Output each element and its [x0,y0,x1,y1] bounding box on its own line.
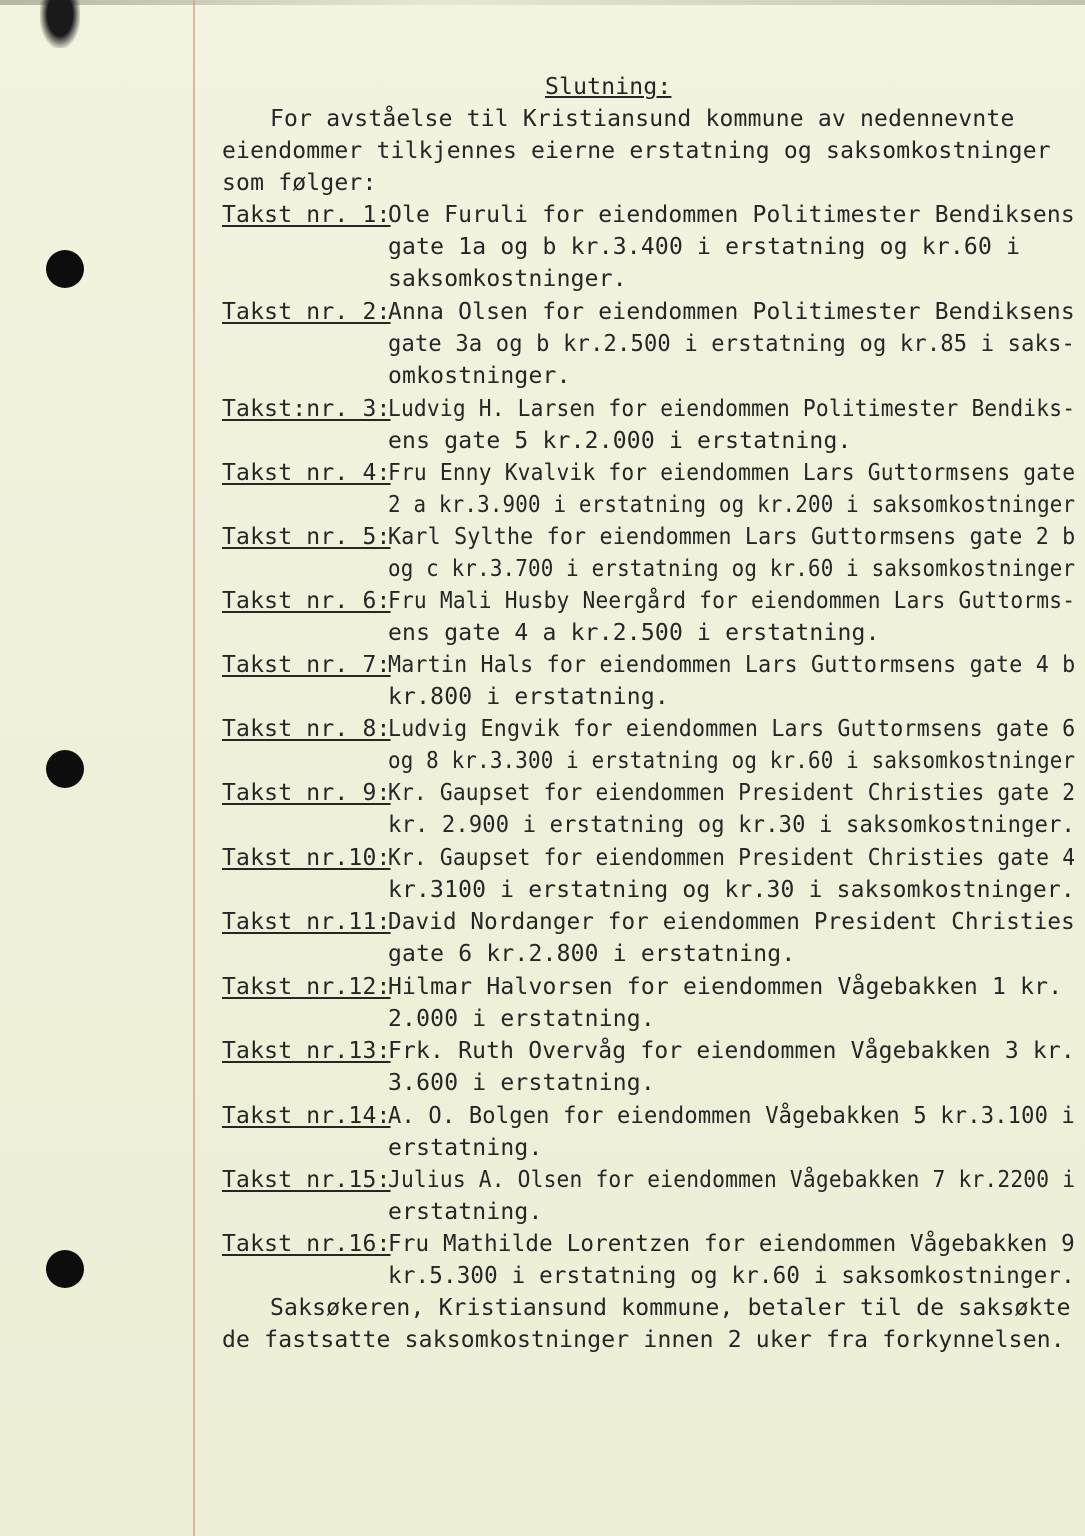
entry-label: Takst nr.10: [222,845,391,871]
entry-line: Martin Hals for eiendommen Lars Guttormsens gate 4 b [388,652,1076,678]
entry-label: Takst nr.16: [222,1231,391,1257]
entry-line: erstatning. [388,1135,543,1161]
entry-line: ens gate 4 a kr.2.500 i erstatning. [388,620,880,646]
scan-top-edge [0,0,1085,5]
punch-hole [46,750,84,788]
section-heading: Slutning: [545,74,672,100]
entry-line: kr.800 i erstatning. [388,684,669,710]
entry-line: Ludvig H. Larsen for eiendommen Politimester Bendiks- [388,396,1076,422]
entry-line: kr.5.300 i erstatning og kr.60 i saksomkostninger. [388,1263,1075,1289]
entry-line: 3.600 i erstatning. [388,1070,655,1096]
entry-label: Takst nr. 4: [222,460,391,486]
entry-label: Takst nr. 6: [222,588,391,614]
entry-line: omkostninger. [388,363,571,389]
entry-line: gate 3a og b kr.2.500 i erstatning og kr.85 i saks- [388,331,1076,357]
entry-line: Kr. Gaupset for eiendommen President Christies gate 4 [388,845,1076,871]
entry-line: 2.000 i erstatning. [388,1006,655,1032]
entry-label: Takst nr.13: [222,1038,391,1064]
entry-label: Takst:nr. 3: [222,396,391,422]
intro-line: For avståelse til Kristiansund kommune av nedennevnte [270,106,1015,132]
entry-line: Anna Olsen for eiendommen Politimester Bendiksens [388,299,1075,325]
entry-label: Takst nr.11: [222,909,391,935]
entry-line: Fru Enny Kvalvik for eiendommen Lars Guttormsens gate [388,460,1076,486]
entry-label: Takst nr.15: [222,1167,391,1193]
entry-line: gate 6 kr.2.800 i erstatning. [388,941,796,967]
entry-line: Hilmar Halvorsen for eiendommen Vågebakken 1 kr. [388,974,1063,1000]
entry-label: Takst nr. 9: [222,780,391,806]
entry-line: ens gate 5 kr.2.000 i erstatning. [388,428,852,454]
entry-line: A. O. Bolgen for eiendommen Vågebakken 5 kr.3.100 i [388,1103,1076,1129]
entry-line: Julius A. Olsen for eiendommen Vågebakken 7 kr.2200 i [388,1167,1076,1193]
entry-line: Fru Mali Husby Neergård for eiendommen Lars Guttorms- [388,588,1076,614]
entry-label: Takst nr. 8: [222,716,391,742]
entry-line: Ole Furuli for eiendommen Politimester Bendiksens [388,202,1075,228]
entry-line: kr.3100 i erstatning og kr.30 i saksomkostninger. [388,877,1075,903]
intro-line: eiendommer tilkjennes eierne erstatning og saksomkostninger [222,138,1051,164]
entry-line: Karl Sylthe for eiendommen Lars Guttormsens gate 2 b [388,524,1076,550]
entry-label: Takst nr. 2: [222,299,391,325]
intro-line: som følger: [222,170,377,196]
entry-label: Takst nr.14: [222,1103,391,1129]
entry-line: Fru Mathilde Lorentzen for eiendommen Vågebakken 9 [388,1231,1075,1257]
closing-line: de fastsatte saksomkostninger innen 2 uker fra forkynnelsen. [222,1327,1065,1353]
entry-line: erstatning. [388,1199,543,1225]
entry-line: og 8 kr.3.300 i erstatning og kr.60 i saksomkostninger [388,748,1076,774]
entry-line: kr. 2.900 i erstatning og kr.30 i saksomkostninger. [388,812,1076,838]
punch-hole [46,1250,84,1288]
entry-line: saksomkostninger. [388,266,627,292]
closing-line: Saksøkeren, Kristiansund kommune, betaler til de saksøkte [270,1295,1071,1321]
ink-smudge [40,0,80,48]
entry-line: og c kr.3.700 i erstatning og kr.60 i saksomkostninger [388,556,1076,582]
entry-line: Kr. Gaupset for eiendommen President Christies gate 2 [388,780,1076,806]
entry-label: Takst nr.12: [222,974,391,1000]
punch-hole [46,250,84,288]
entry-line: 2 a kr.3.900 i erstatning og kr.200 i saksomkostninger [388,492,1076,518]
margin-rule [193,0,195,1536]
entry-line: Ludvig Engvik for eiendommen Lars Guttormsens gate 6 [388,716,1076,742]
entry-label: Takst nr. 5: [222,524,391,550]
entry-label: Takst nr. 1: [222,202,391,228]
entry-line: David Nordanger for eiendommen President Christies [388,909,1075,935]
entry-label: Takst nr. 7: [222,652,391,678]
entry-line: Frk. Ruth Overvåg for eiendommen Vågebakken 3 kr. [388,1038,1075,1064]
entry-line: gate 1a og b kr.3.400 i erstatning og kr.60 i [388,234,1021,260]
